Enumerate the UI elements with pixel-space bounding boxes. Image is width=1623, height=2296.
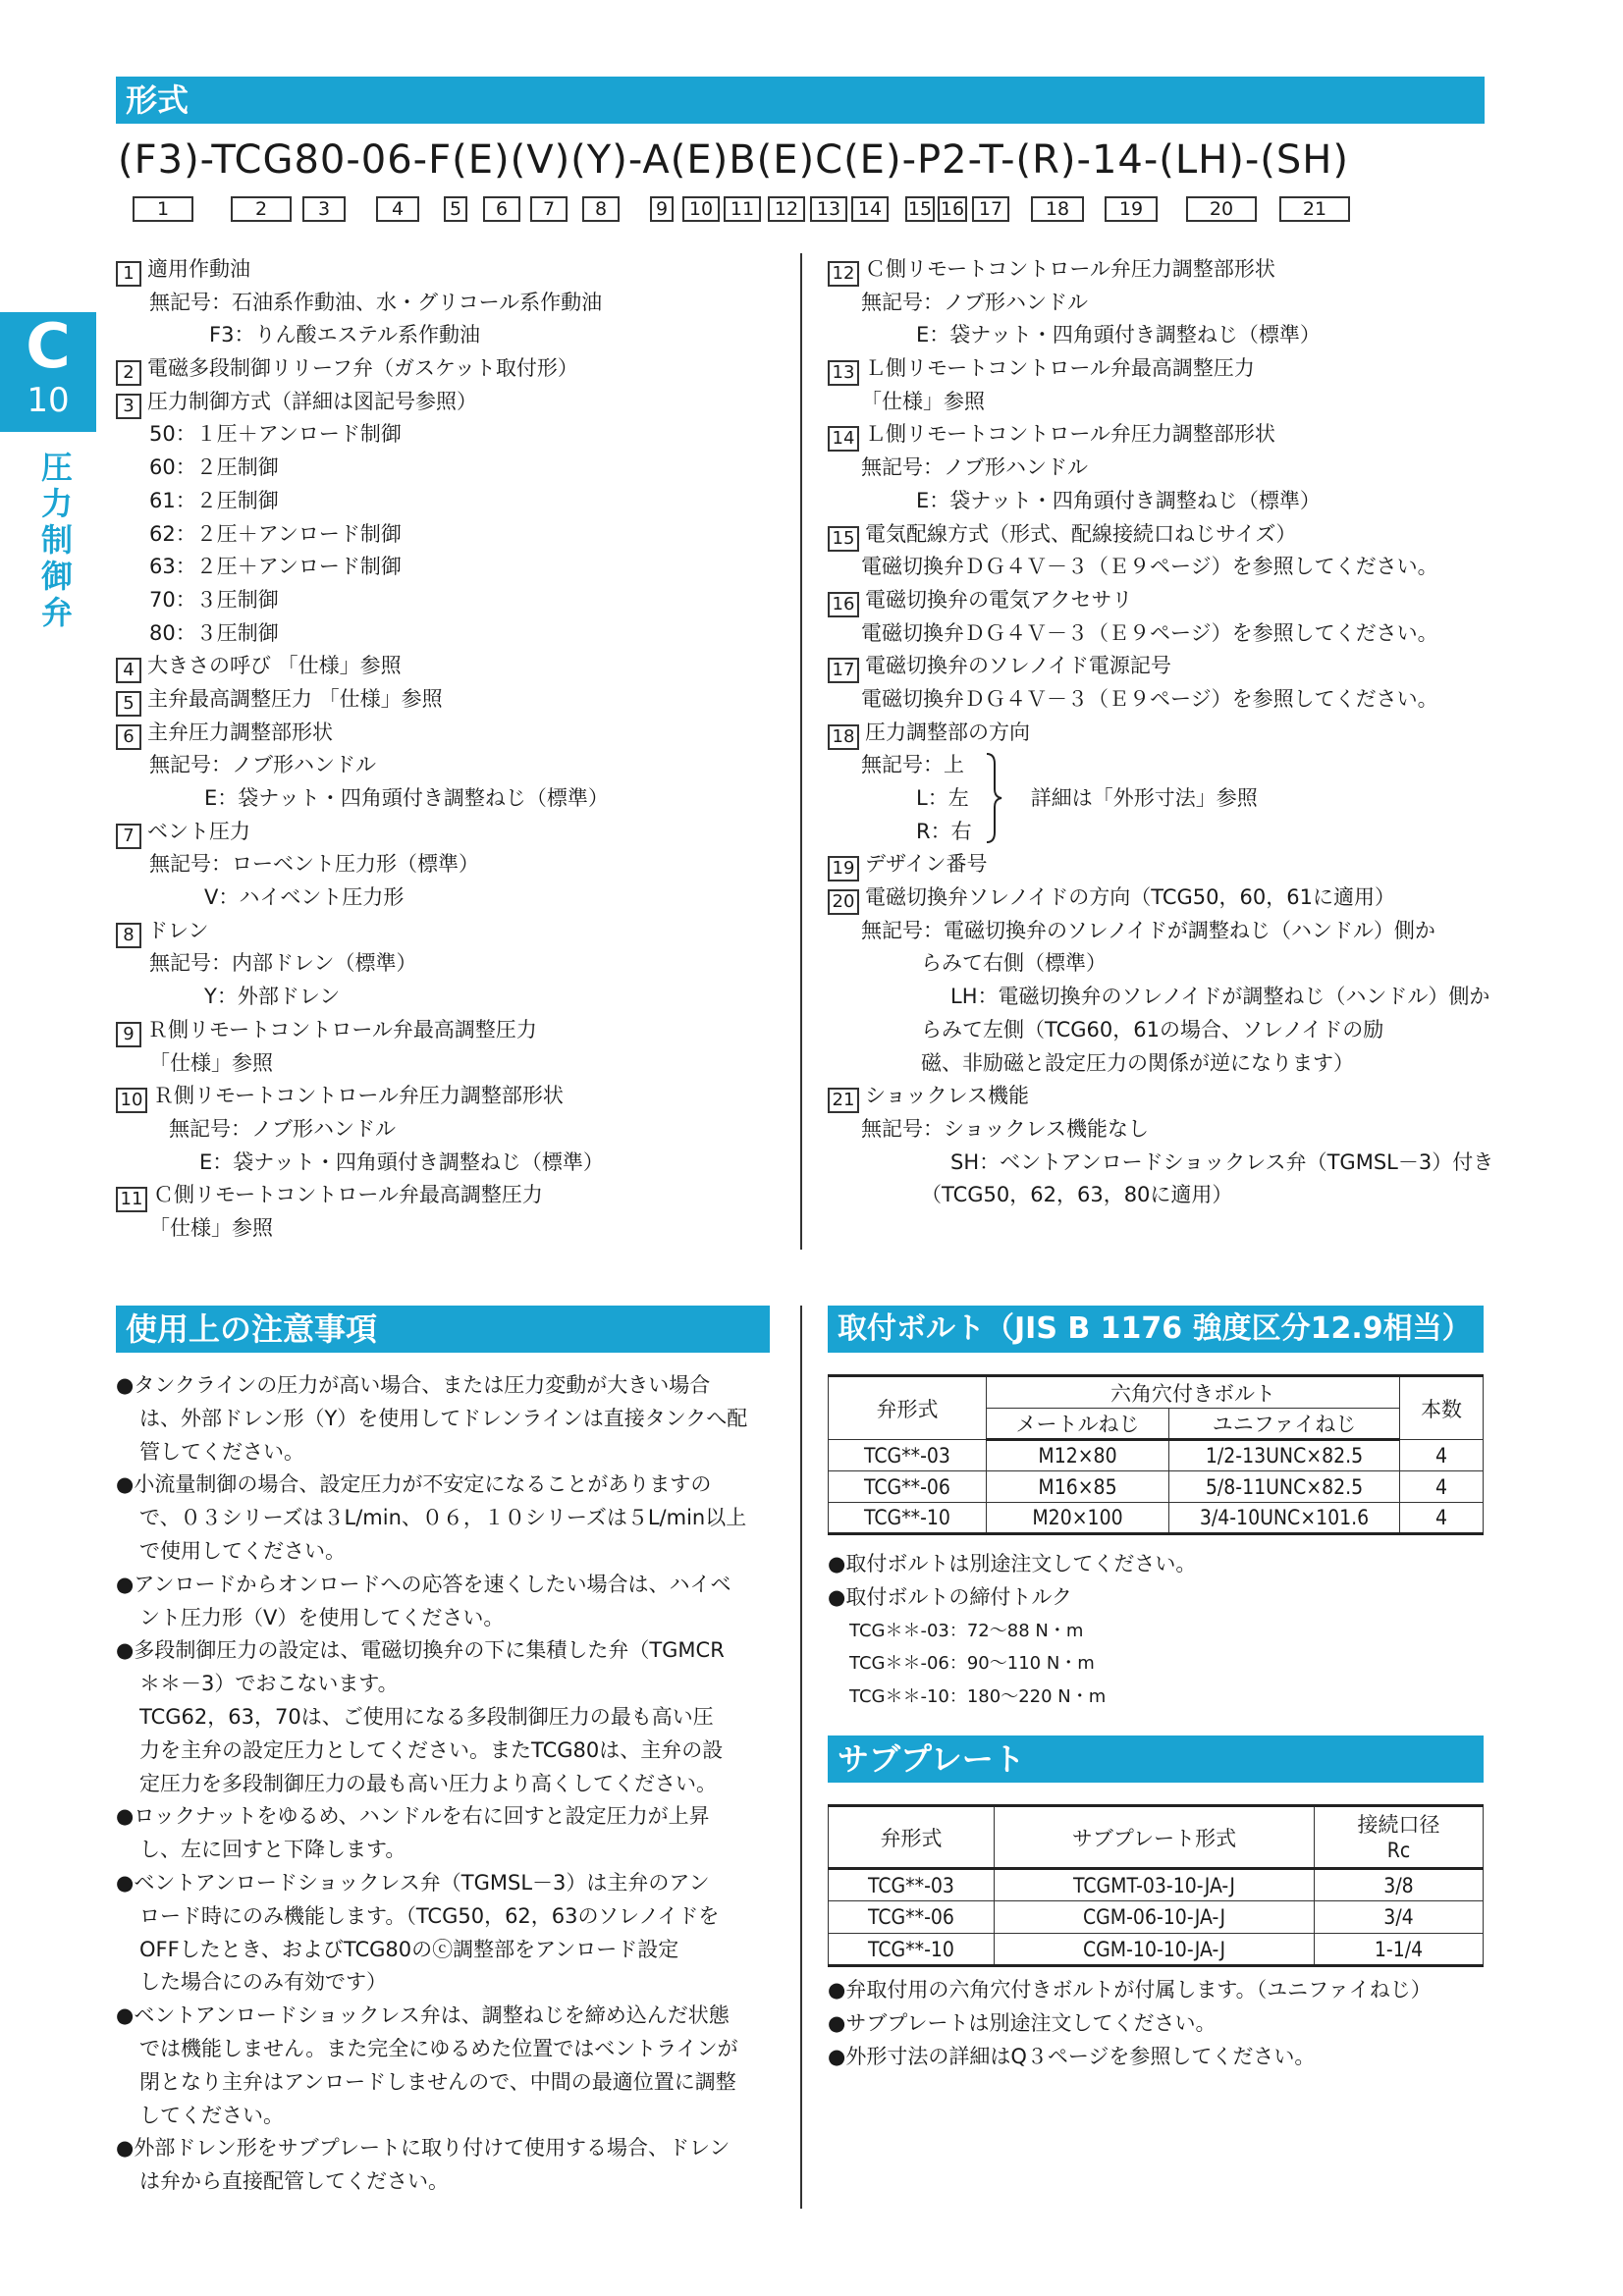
legend-subitem: 無記号：上: [861, 753, 964, 777]
table-row: [829, 1901, 1484, 1934]
caution-continuation: では機能しません。また完全にゆるめた位置ではベントラインが: [139, 2036, 738, 2060]
item-title: 電磁多段制御リリーフ弁（ガスケット取付形）: [147, 356, 578, 381]
legend-subitem: 無記号：石油系作動油、水・グリコール系作動油: [149, 290, 603, 314]
col-header-unified: ユニファイねじ: [1169, 1409, 1400, 1440]
caution-item: ●ベントアンロードショックレス弁は、調整ねじを締め込んだ状態: [116, 2003, 730, 2028]
cell-unified: 1/2-13UNC×82.5: [1169, 1440, 1400, 1471]
code-legend-right: [828, 253, 1505, 1212]
cell-model: TCG**-10: [829, 1934, 995, 1966]
formula-box: 19: [1105, 196, 1158, 222]
legend-subitem: らみて左側（TCG60，61の場合、ソレノイドの励: [921, 1017, 1384, 1041]
formula-box: 13: [810, 196, 847, 222]
legend-subitem: 無記号：ノブ形ハンドル: [149, 753, 376, 777]
item-number-box: 7: [116, 824, 141, 849]
item-number-box: 19: [828, 856, 859, 881]
section-title-formula: 形式: [116, 77, 1485, 124]
cell-metric: M16×85: [987, 1471, 1169, 1503]
legend-subitem: 無記号：ノブ形ハンドル: [169, 1116, 396, 1141]
legend-subitem: V：ハイベント圧力形: [204, 885, 405, 910]
item-number-box: 20: [828, 889, 859, 915]
item-title: ショックレス機能: [865, 1084, 1029, 1108]
item-number-box: 5: [116, 691, 141, 717]
legend-subitem: Y：外部ドレン: [204, 985, 341, 1009]
cell-port: 1-1/4: [1315, 1934, 1484, 1966]
caution-item: ●ロックナットをゆるめ、ハンドルを右に回すと設定圧力が上昇: [116, 1804, 710, 1829]
caution-item: ●タンクラインの圧力が高い場合、または圧力変動が大きい場合: [116, 1373, 711, 1397]
item-title: 電気配線方式（形式、配線接続口ねじサイズ）: [865, 521, 1297, 546]
subplate-table: [828, 1804, 1484, 1967]
cautions-list: [116, 1369, 774, 2199]
legend-item: [828, 881, 1505, 915]
item-number-box: 1: [116, 261, 141, 287]
formula-box: 6: [483, 196, 520, 222]
legend-subitem: 電磁切換弁ＤＧ４Ｖ－３（Ｅ９ページ）を参照してください。: [861, 686, 1438, 711]
formula-box: 16: [938, 196, 967, 222]
item-number-box: 18: [828, 724, 859, 750]
legend-subitem: 80：３圧制御: [149, 620, 279, 645]
item-title: 電磁切換弁のソレノイド電源記号: [865, 654, 1171, 678]
col-header-qty: 本数: [1400, 1376, 1484, 1440]
subplate-note: ●外形寸法の詳細はQ３ページを参照してください。: [828, 2045, 1316, 2068]
legend-item: [828, 352, 1505, 386]
caution-continuation: し、左に回すと下降します。: [139, 1838, 406, 1862]
legend-subitem: 62：２圧＋アンロード制御: [149, 521, 402, 546]
table-row: [829, 1869, 1484, 1901]
caution-item: ●アンロードからオンロードへの応答を速くしたい場合は、ハイベ: [116, 1572, 731, 1596]
legend-subitem: E：袋ナット・四角頭付き調整ねじ（標準）: [916, 488, 1321, 512]
legend-subitem: 50：１圧＋アンロード制御: [149, 422, 402, 447]
caution-continuation: OFFしたとき、およびTCG80のⓒ調整部をアンロード設定: [139, 1937, 679, 1961]
formula-box: 2: [231, 196, 292, 222]
chapter-label-char: 圧: [40, 449, 73, 486]
brace-symbol: [985, 752, 1002, 844]
item-number-box: 9: [116, 1022, 141, 1047]
legend-item: [828, 584, 1505, 617]
legend-subitem: 電磁切換弁ＤＧ４Ｖ－３（Ｅ９ページ）を参照してください。: [861, 620, 1438, 645]
caution-item: ●外部ドレン形をサブプレートに取り付けて使用する場合、ドレン: [116, 2136, 730, 2161]
subplate-notes: [828, 1973, 1432, 2073]
chapter-label-char: 力: [40, 485, 73, 522]
item-title: Ｃ側リモートコントロール弁最高調整圧力: [153, 1183, 543, 1207]
caution-item: ●多段制御圧力の設定は、電磁切換弁の下に集積した弁（TGMCR: [116, 1638, 725, 1663]
legend-subitem: 無記号：ノブ形ハンドル: [861, 290, 1088, 314]
caution-continuation: してください。: [139, 2103, 284, 2127]
chapter-label-char: 弁: [40, 594, 73, 631]
section-title-bolts: 取付ボルト（JIS B 1176 強度区分12.9相当）: [828, 1306, 1484, 1353]
bolt-note: ●取付ボルトは別途注文してください。: [828, 1552, 1197, 1575]
item-title: 主弁最高調整圧力 「仕様」参照: [147, 686, 443, 711]
caution-continuation: ント圧力形（V）を使用してください。: [139, 1605, 505, 1629]
legend-subitem: F3：りん酸エステル系作動油: [209, 323, 480, 347]
caution-continuation: TCG62，63，70は、ご使用になる多段制御圧力の最も高い圧: [139, 1704, 714, 1729]
legend-subitem: 無記号：ローベント圧力形（標準）: [149, 852, 479, 877]
item-title: 主弁圧力調整部形状: [147, 720, 333, 744]
legend-subitem: E：袋ナット・四角頭付き調整ねじ（標準）: [199, 1149, 604, 1174]
caution-continuation: 管してください。: [139, 1439, 304, 1464]
caution-continuation: ロード時にのみ機能します。（TCG50，62，63のソレノイドを: [139, 1903, 720, 1928]
item-number-box: 8: [116, 923, 141, 948]
legend-subitem: 磁、非励磁と設定圧力の関係が逆になります）: [921, 1050, 1354, 1075]
item-title: ベント圧力: [147, 819, 250, 843]
formula-box: 17: [972, 196, 1009, 222]
cell-metric: M20×100: [987, 1503, 1169, 1534]
item-title: Ｌ側リモートコントロール弁圧力調整部形状: [865, 422, 1275, 447]
torque-spec: TCG＊＊-10：180～220 N・m: [849, 1686, 1107, 1708]
legend-item: [116, 1014, 784, 1047]
table-row: [829, 1440, 1484, 1471]
formula-box: 1: [133, 196, 193, 222]
caution-item: ●ベントアンロードショックレス弁（TGMSL－3）は主弁のアン: [116, 1870, 710, 1895]
formula-box: 4: [376, 196, 419, 222]
formula-box: 11: [724, 196, 761, 222]
item-number-box: 13: [828, 360, 859, 386]
legend-subitem: 「仕様」参照: [861, 389, 985, 413]
code-legend-left: [116, 253, 784, 1246]
col-header-model: 弁形式: [829, 1376, 987, 1440]
formula-box: 14: [851, 196, 889, 222]
legend-item: [828, 253, 1505, 287]
item-title: 圧力調整部の方向: [865, 720, 1030, 744]
cell-qty: 4: [1400, 1471, 1484, 1503]
legend-subitem: 無記号：電磁切換弁のソレノイドが調整ねじ（ハンドル）側か: [861, 918, 1435, 942]
item-title: 大きさの呼び 「仕様」参照: [147, 654, 402, 678]
column-divider: [800, 1306, 802, 2209]
legend-subitem: 61：２圧制御: [149, 488, 279, 512]
formula-box: 18: [1031, 196, 1084, 222]
legend-subitem: 無記号：ショックレス機能なし: [861, 1116, 1149, 1141]
item-number-box: 14: [828, 426, 859, 452]
caution-continuation: 力を主弁の設定圧力としてください。またTCG80は、主弁の設: [139, 1737, 724, 1762]
legend-item: [116, 915, 784, 948]
column-divider: [800, 253, 802, 1250]
col-header-model: 弁形式: [829, 1806, 995, 1869]
cell-qty: 4: [1400, 1503, 1484, 1534]
chapter-label-char: 制: [40, 521, 73, 559]
legend-item: [828, 518, 1505, 552]
legend-subitem: 70：３圧制御: [149, 587, 279, 612]
legend-subitem: 「仕様」参照: [149, 1215, 273, 1240]
item-title: 電磁切換弁ソレノイドの方向（TCG50，60，61に適用）: [865, 885, 1395, 910]
legend-item: [116, 253, 784, 287]
item-title: 圧力制御方式（詳細は図記号参照）: [147, 389, 477, 413]
item-number-box: 21: [828, 1088, 859, 1113]
legend-item: [116, 717, 784, 750]
col-header-port-unit: Rc: [1386, 1838, 1411, 1862]
caution-continuation: 定圧力を多段制御圧力の最も高い圧力より高くしてください。: [139, 1771, 717, 1795]
item-number-box: 4: [116, 658, 141, 683]
table-row: [829, 1503, 1484, 1534]
item-title: Ｒ側リモートコントロール弁圧力調整部形状: [153, 1084, 564, 1108]
torque-spec: TCG＊＊-06：90～110 N・m: [849, 1653, 1095, 1675]
bolt-notes: [828, 1548, 1196, 1714]
cell-plate: TCGMT-03-10-JA-J: [995, 1869, 1315, 1901]
item-number-box: 11: [116, 1187, 147, 1212]
subplate-note: ●弁取付用の六角穴付きボルトが付属します。（ユニファイねじ）: [828, 1978, 1432, 2002]
legend-item: [828, 1080, 1505, 1113]
legend-subitem: 63：２圧＋アンロード制御: [149, 555, 402, 579]
chapter-tab: [0, 312, 96, 432]
formula-box: 10: [682, 196, 720, 222]
caution-continuation: した場合にのみ有効です）: [139, 1970, 387, 1995]
item-title: 電磁切換弁の電気アクセサリ: [865, 587, 1133, 612]
torque-spec: TCG＊＊-03：72～88 N・m: [849, 1620, 1084, 1641]
formula-box: 9: [650, 196, 674, 222]
section-title-cautions: 使用上の注意事項: [116, 1306, 770, 1353]
table-row: [829, 1471, 1484, 1503]
chapter-letter: C: [26, 310, 71, 382]
legend-item: [116, 386, 784, 419]
legend-item: [116, 352, 784, 386]
item-number-box: 6: [116, 724, 141, 750]
formula-box: 12: [768, 196, 805, 222]
caution-continuation: 閉となり主弁はアンロードしませんので、中間の最適位置に調整: [139, 2069, 736, 2094]
legend-item: [116, 650, 784, 683]
cell-unified: 3/4-10UNC×101.6: [1169, 1503, 1400, 1534]
legend-item: [116, 1080, 784, 1113]
section-title-subplate: サブプレート: [828, 1735, 1484, 1783]
cell-plate: CGM-10-10-JA-J: [995, 1934, 1315, 1966]
legend-item: [116, 816, 784, 849]
cell-qty: 4: [1400, 1440, 1484, 1471]
legend-subitem: R：右: [916, 819, 972, 843]
item-number-box: 12: [828, 261, 859, 287]
item-number-box: 15: [828, 526, 859, 552]
legend-item: [828, 848, 1505, 881]
item-title: ドレン: [147, 918, 209, 942]
subplate-note: ●サブプレートは別途注文してください。: [828, 2011, 1217, 2035]
item-title: 適用作動油: [147, 257, 250, 281]
bolt-note: ●取付ボルトの締付トルク: [828, 1584, 1072, 1609]
item-number-box: 2: [116, 360, 141, 386]
caution-item: ●小流量制御の場合、設定圧力が不安定になることがありますの: [116, 1472, 712, 1497]
item-title: デザイン番号: [865, 852, 988, 877]
formula-box: 21: [1279, 196, 1350, 222]
legend-item: [116, 683, 784, 717]
legend-subitem: （TCG50，62，63，80に適用）: [921, 1183, 1233, 1207]
legend-subitem: 電磁切換弁ＤＧ４Ｖ－３（Ｅ９ページ）を参照してください。: [861, 555, 1438, 579]
item-title: Ｒ側リモートコントロール弁最高調整圧力: [147, 1017, 537, 1041]
col-header-plate: サブプレート形式: [995, 1806, 1315, 1869]
cell-model: TCG**-03: [829, 1869, 995, 1901]
cell-model: TCG**-10: [829, 1503, 987, 1534]
formula-box: 15: [905, 196, 935, 222]
caution-continuation: で、０３シリーズは３L/min、０６，１０シリーズは５L/min以上: [139, 1506, 747, 1530]
bolt-table: [828, 1374, 1484, 1535]
table-row: [829, 1934, 1484, 1966]
col-header-port: [1315, 1806, 1484, 1869]
legend-subitem: らみて右側（標準）: [921, 951, 1107, 976]
formula-box: 20: [1186, 196, 1257, 222]
cell-port: 3/8: [1315, 1869, 1484, 1901]
chapter-label-char: 御: [40, 558, 73, 595]
item-number-box: 10: [116, 1088, 147, 1113]
item-number-box: 3: [116, 394, 141, 419]
legend-item: [116, 1179, 784, 1212]
legend-subitem: 無記号：ノブ形ハンドル: [861, 455, 1088, 480]
caution-continuation: で使用してください。: [139, 1538, 346, 1563]
col-header-metric: メートルねじ: [987, 1409, 1169, 1440]
legend-item: [828, 717, 1505, 750]
cell-model: TCG**-03: [829, 1440, 987, 1471]
item-title: Ｌ側リモートコントロール弁最高調整圧力: [865, 356, 1255, 381]
chapter-label: [37, 450, 77, 631]
caution-continuation: は弁から直接配管してください。: [139, 2169, 449, 2194]
legend-subitem: 「仕様」参照: [149, 1050, 273, 1075]
legend-item: [828, 650, 1505, 683]
item-number-box: 16: [828, 592, 859, 617]
caution-continuation: ＊＊－3）でおこないます。: [139, 1672, 399, 1696]
cell-model: TCG**-06: [829, 1471, 987, 1503]
formula-box: 7: [530, 196, 568, 222]
item-title: Ｃ側リモートコントロール弁圧力調整部形状: [865, 257, 1275, 281]
cell-plate: CGM-06-10-JA-J: [995, 1901, 1315, 1934]
legend-subitem: E：袋ナット・四角頭付き調整ねじ（標準）: [204, 786, 609, 810]
legend-subitem: E：袋ナット・四角頭付き調整ねじ（標準）: [916, 323, 1321, 347]
legend-item: [828, 418, 1505, 452]
model-code-formula: (F3)-TCG80-06-F(E)(V)(Y)-A(E)B(E)C(E)-P2-T-(R)-14-(LH)-(SH): [118, 137, 1349, 183]
formula-box: 8: [582, 196, 620, 222]
col-header-bolt: 六角穴付きボルト: [987, 1376, 1400, 1409]
cell-port: 3/4: [1315, 1901, 1484, 1934]
cell-model: TCG**-06: [829, 1901, 995, 1934]
legend-subitem: SH：ベントアンロードショックレス弁（TGMSL－3）付き: [950, 1149, 1494, 1174]
formula-box: 5: [444, 196, 467, 222]
cell-metric: M12×80: [987, 1440, 1169, 1471]
caution-continuation: は、外部ドレン形（Y）を使用してドレンラインは直接タンクへ配: [139, 1406, 748, 1430]
cell-unified: 5/8-11UNC×82.5: [1169, 1471, 1400, 1503]
legend-subitem: 無記号：内部ドレン（標準）: [149, 951, 417, 976]
chapter-number: 10: [27, 381, 70, 420]
legend-subitem: LH：電磁切換弁のソレノイドが調整ねじ（ハンドル）側か: [950, 985, 1490, 1009]
formula-box: 3: [302, 196, 346, 222]
legend-subitem: 60：２圧制御: [149, 455, 279, 480]
item-number-box: 17: [828, 658, 859, 683]
legend-subitem: L：左 詳細は「外形寸法」参照: [916, 786, 1258, 810]
col-header-port-label: 接続口径: [1357, 1812, 1440, 1837]
